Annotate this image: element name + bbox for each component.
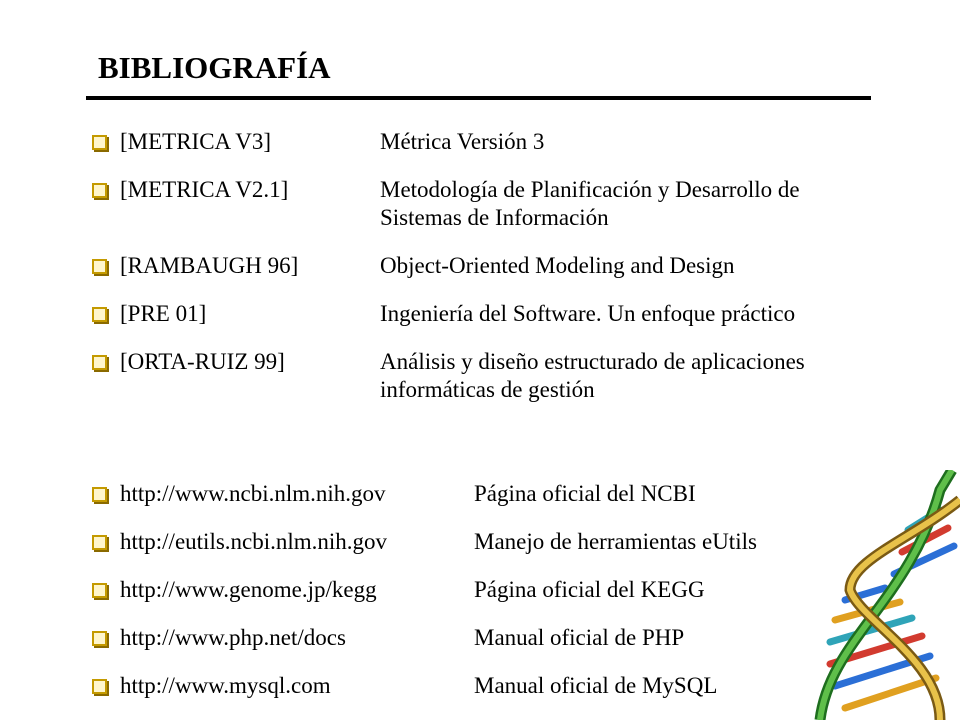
checkbox-bullet-icon bbox=[92, 183, 107, 198]
reference-title: Análisis y diseño estructurado de aplicaciones bbox=[380, 349, 805, 374]
reference-key: [ORTA-RUIZ 99] bbox=[120, 349, 285, 374]
checkbox-bullet-icon bbox=[92, 679, 107, 694]
checkbox-bullet-icon bbox=[92, 487, 107, 502]
reference-key: [METRICA V3] bbox=[120, 129, 271, 154]
link-description: Manual oficial de PHP bbox=[474, 625, 685, 650]
link-url[interactable]: http://www.ncbi.nlm.nih.gov bbox=[120, 481, 386, 506]
link-url[interactable]: http://www.genome.jp/kegg bbox=[120, 577, 377, 602]
checkbox-bullet-icon bbox=[92, 583, 107, 598]
reference-key: [RAMBAUGH 96] bbox=[120, 253, 299, 278]
reference-key: [PRE 01] bbox=[120, 301, 207, 326]
link-url[interactable]: http://eutils.ncbi.nlm.nih.gov bbox=[120, 529, 388, 554]
checkbox-bullet-icon bbox=[92, 259, 107, 274]
page-title: BIBLIOGRAFÍA bbox=[98, 50, 331, 85]
reference-title: Metodología de Planificación y Desarrollo de bbox=[380, 177, 800, 202]
link-description: Página oficial del NCBI bbox=[474, 481, 696, 506]
checkbox-bullet-icon bbox=[92, 307, 107, 322]
reference-title: Ingeniería del Software. Un enfoque práctico bbox=[380, 301, 796, 326]
reference-title: Métrica Versión 3 bbox=[380, 129, 545, 154]
link-description: Manual oficial de MySQL bbox=[474, 673, 718, 698]
checkbox-bullet-icon bbox=[92, 535, 107, 550]
checkbox-bullet-icon bbox=[92, 631, 107, 646]
reference-title-continued: Sistemas de Información bbox=[380, 205, 609, 230]
link-url[interactable]: http://www.mysql.com bbox=[120, 673, 331, 698]
checkbox-bullet-icon bbox=[92, 355, 107, 370]
reference-title: Object-Oriented Modeling and Design bbox=[380, 253, 735, 278]
link-description: Página oficial del KEGG bbox=[474, 577, 705, 602]
reference-title-continued: informáticas de gestión bbox=[380, 377, 595, 402]
link-description: Manejo de herramientas eUtils bbox=[474, 529, 757, 554]
reference-key: [METRICA V2.1] bbox=[120, 177, 289, 202]
dna-helix-icon bbox=[790, 470, 960, 720]
checkbox-bullet-icon bbox=[92, 135, 107, 150]
title-divider bbox=[86, 96, 871, 100]
link-url[interactable]: http://www.php.net/docs bbox=[120, 625, 346, 650]
